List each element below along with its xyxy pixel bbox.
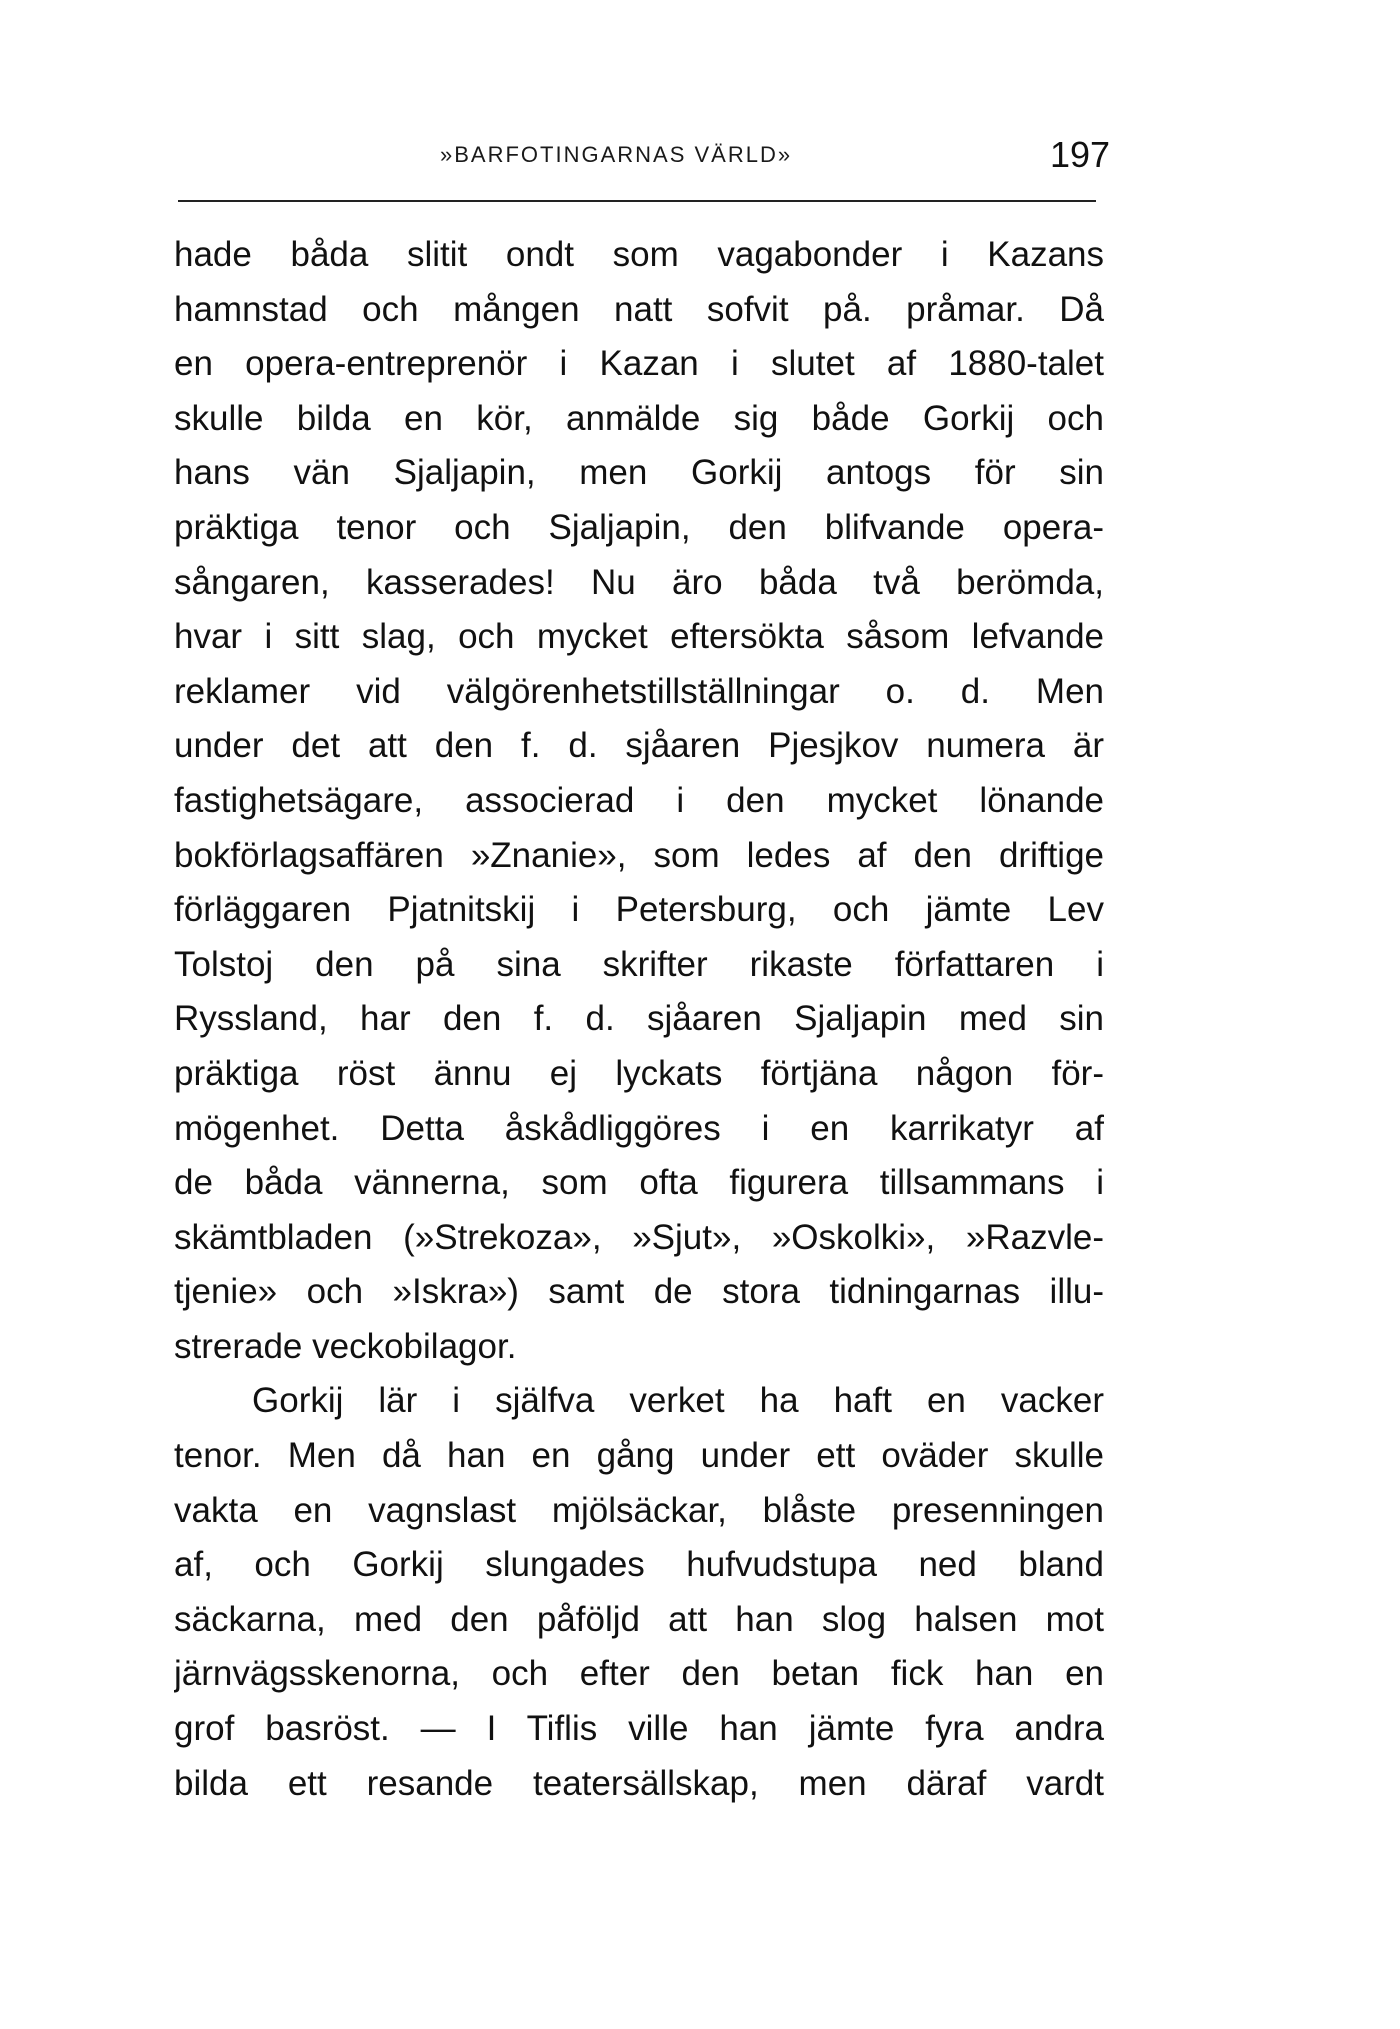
text-line: reklamer vid välgörenhetstillställningar o. d. Men [174, 671, 1104, 711]
text-line: präktiga röst ännu ej lyckats förtjäna någon för- [174, 1053, 1104, 1093]
text-line: sångaren, kasserades! Nu äro båda två berömda, [174, 562, 1104, 602]
page-number: 197 [1050, 134, 1111, 175]
body-text [174, 228, 1104, 1811]
running-head: »BARFOTINGARNAS VÄRLD» [440, 142, 793, 167]
text-line: hans vän Sjaljapin, men Gorkij antogs för sin [174, 453, 1104, 493]
text-line: Tolstoj den på sina skrifter rikaste författaren i [174, 944, 1104, 984]
header-rule [178, 200, 1096, 202]
text-line: af, och Gorkij slungades hufvudstupa ned bland [174, 1545, 1104, 1585]
text-line: präktiga tenor och Sjaljapin, den blifvande opera- [174, 507, 1104, 547]
paragraph-start-line: Gorkij lär i själfva verket ha haft en vacker [252, 1381, 1104, 1421]
text-line: under det att den f. d. sjåaren Pjesjkov numera är [174, 726, 1104, 766]
text-line: vakta en vagnslast mjölsäckar, blåste presenningen [174, 1490, 1104, 1530]
text-line: de båda vännerna, som ofta figurera tillsammans i [174, 1163, 1104, 1203]
text-line: skämtbladen (»Strekoza», »Sjut», »Oskolki», »Razvle- [174, 1217, 1104, 1257]
text-line: bokförlagsaffären »Znanie», som ledes af den driftige [174, 835, 1104, 875]
text-line: mögenhet. Detta åskådliggöres i en karrikatyr af [174, 1108, 1104, 1148]
text-line: tjenie» och »Iskra») samt de stora tidningarnas illu- [174, 1272, 1104, 1312]
text-line: järnvägsskenorna, och efter den betan fick han en [174, 1654, 1104, 1694]
text-line: skulle bilda en kör, anmälde sig både Gorkij och [174, 398, 1104, 438]
text-line: fastighetsägare, associerad i den mycket lönande [174, 780, 1104, 820]
text-line: Ryssland, har den f. d. sjåaren Sjaljapin med sin [174, 999, 1104, 1039]
text-line: tenor. Men då han en gång under ett oväder skulle [174, 1436, 1104, 1476]
text-line: bilda ett resande teatersällskap, men däraf vardt [174, 1763, 1104, 1803]
text-line: grof basröst. — I Tiflis ville han jämte fyra andra [174, 1709, 1104, 1749]
text-line: säckarna, med den påföljd att han slog halsen mot [174, 1599, 1104, 1639]
text-line: förläggaren Pjatnitskij i Petersburg, och jämte Lev [174, 890, 1104, 930]
text-line: hamnstad och mången natt sofvit på. pråmar. Då [174, 289, 1104, 329]
paragraph-end-line: strerade veckobilagor. [174, 1326, 517, 1366]
text-line: en opera-entreprenör i Kazan i slutet af 1880-talet [174, 344, 1104, 384]
text-line: hade båda slitit ondt som vagabonder i Kazans [174, 235, 1104, 274]
text-line: hvar i sitt slag, och mycket eftersökta såsom lefvande [174, 617, 1104, 657]
